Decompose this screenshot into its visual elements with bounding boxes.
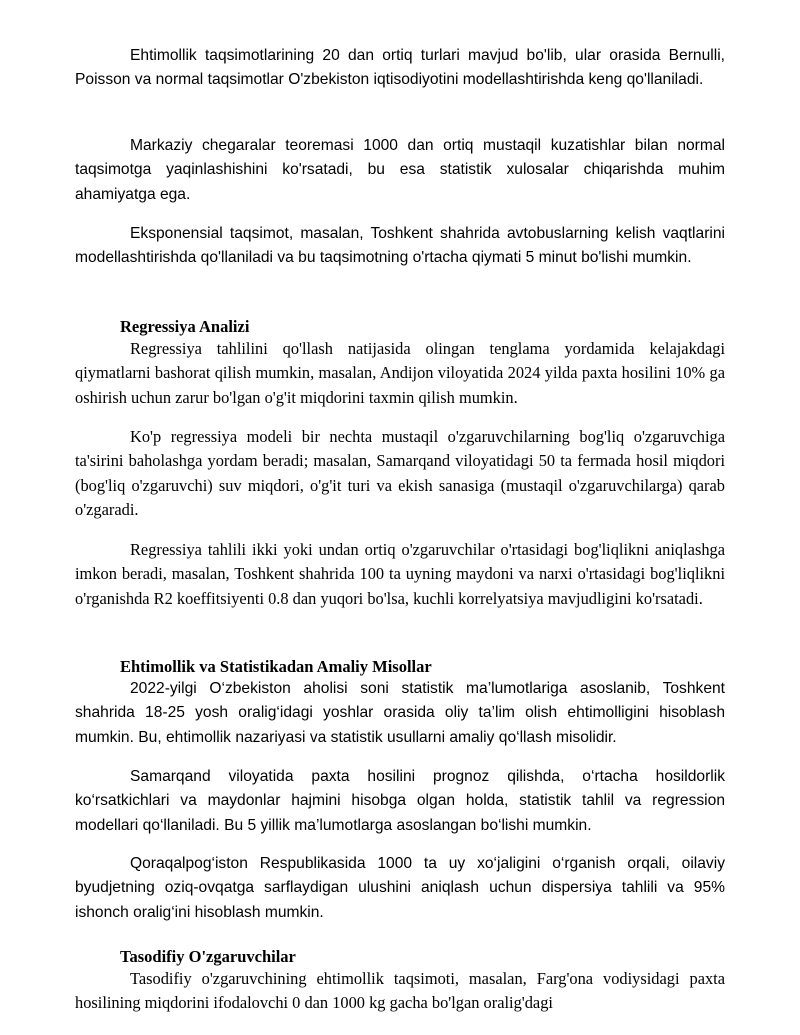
- paragraph-multiple-regression: Ko'p regressiya modeli bir nechta mustaqil o'zgaruvchilarning bog'liq o'zgaruvchiga ta'sirini baholashga yordam beradi; masalan, Samarqand viloyatidagi 50 ta fermada hosil miqdori (bog'liq o'zgaruvchi) suv miqdori, o'g'it turi va ekish sanasiga (mustaqil o'zgaruvchilarga) qarab o'zgaradi.: [75, 427, 725, 519]
- heading-regression-analysis: Regressiya Analizi: [120, 317, 250, 336]
- heading-practical-examples: Ehtimollik va Statistikadan Amaliy Misollar: [120, 657, 432, 676]
- paragraph-regression-forecast: Regressiya tahlilini qo'llash natijasida olingan tenglama yordamida kelajakdagi qiymatlarni bashorat qilish mumkin, masalan, Andijon viloyatida 2024 yilda paxta hosilini 10% ga oshirish uchun zarur bo'lgan o'g'it miqdorini taxmin qilish mumkin.: [75, 339, 725, 407]
- paragraph-random-variable-distribution: Tasodifiy o'zgaruvchining ehtimollik taqsimoti, masalan, Farg'ona vodiysidagi paxta hosilining miqdorini ifodalovchi 0 dan 1000 kg gacha bo'lgan oralig'dagi: [75, 969, 725, 1013]
- paragraph-central-limit-theorem: Markaziy chegaralar teoremasi 1000 dan ortiq mustaqil kuzatishlar bilan normal taqsimotga yaqinlashishini ko'rsatadi, bu esa statistik xulosalar chiqarishda muhim ahamiyatga ega.: [75, 137, 725, 203]
- paragraph-cotton-yield-forecast: Samarqand viloyatida paxta hosilini prognoz qilishda, o‘rtacha hosildorlik ko‘rsatkichlari va maydonlar hajmini hisobga olgan holda, statistik tahlil va regression modellari qo‘llaniladi. Bu 5 yillik ma’lumotlarga asoslangan bo‘lishi mumkin.: [75, 768, 725, 834]
- paragraph-household-budget: Qoraqalpog‘iston Respublikasida 1000 ta uy xo‘jaligini o‘rganish orqali, oilaviy byudjetning oziq-ovqatga sarflaydigan ulushini aniqlash uchun dispersiya tahlili va 95% ishonch oralig‘ini hisoblash mumkin.: [75, 855, 725, 921]
- heading-random-variables: Tasodifiy O'zgaruvchilar: [120, 947, 296, 966]
- paragraph-regression-correlation: Regressiya tahlili ikki yoki undan ortiq o'zgaruvchilar o'rtasidagi bog'liqlikni aniqlashga imkon beradi, masalan, Toshkent shahrida 100 ta uyning maydoni va narxi o'rtasidagi bog'liqlikni o'rganishda R2 koeffitsiyenti 0.8 dan yuqori bo'lsa, kuchli korrelyatsiya mavjudligini ko'rsatadi.: [75, 540, 725, 608]
- paragraph-higher-education-probability: 2022-yilgi O‘zbekiston aholisi soni statistik ma’lumotlariga asoslanib, Toshkent shahrida 18-25 yosh oralig‘idagi yoshlar orasida oliy ta’lim olish ehtimolligini hisoblash mumkin. Bu, ehtimollik nazariyasi va statistik usullarni amaliy qo‘llash misolidir.: [75, 680, 725, 746]
- paragraph-distribution-types: Ehtimollik taqsimotlarining 20 dan ortiq turlari mavjud bo'lib, ular orasida Bernulli, Poisson va normal taqsimotlar O'zbekiston iqtisodiyotini modellashtirishda keng qo'llaniladi.: [75, 47, 725, 89]
- paragraph-exponential-distribution: Eksponensial taqsimot, masalan, Toshkent shahrida avtobuslarning kelish vaqtlarini modellashtirishda qo'llaniladi va bu taqsimotning o'rtacha qiymati 5 minut bo'lishi mumkin.: [75, 225, 725, 267]
